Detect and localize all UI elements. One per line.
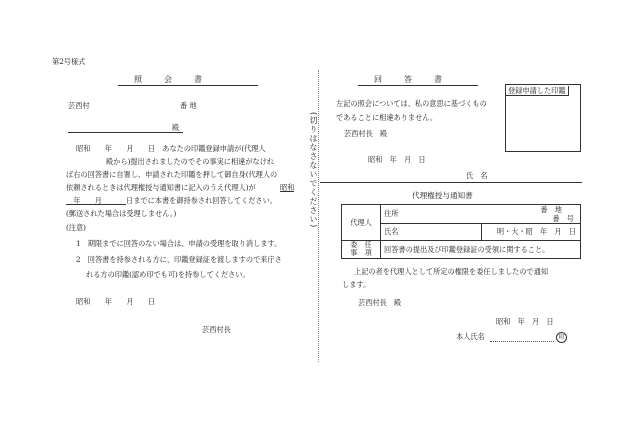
proxy-name-cell [381, 224, 581, 241]
inquiry-honorific: 殿 [172, 123, 180, 132]
cut-separator-line [318, 70, 319, 362]
seal-stamp-icon: 印 [556, 332, 567, 343]
proxy-title: 代理権授与通知書 [412, 191, 473, 200]
inquiry-body-line-5-date: 年 月 [66, 197, 126, 205]
cut-instruction: (切りはなさないでください) [309, 112, 318, 229]
inquiry-town: 芸西村 [68, 101, 90, 110]
proxy-mandate-label-cell [342, 241, 381, 259]
inquiry-body-line-4-era: 昭和 [280, 183, 295, 192]
proxy-date: 昭和 年 月 日 [496, 317, 554, 326]
proxy-address-suffix-bottom: 番 号 [552, 214, 574, 223]
inquiry-note-2a: 2 回答書を持参される方に、印鑑登録証を渡しますので来庁さ [76, 255, 282, 264]
inquiry-body-line-6: (郵送された場合は受理しません。) [66, 209, 177, 218]
inquiry-addressee-line [68, 132, 183, 133]
proxy-name-label: 氏名 [384, 227, 399, 237]
proxy-address-suffix-top: 番 地 [540, 205, 562, 214]
proxy-statement-line-1: 上記の者を代理人として所定の権限を委任しましたので通知 [354, 267, 549, 276]
reply-title-underline [358, 85, 478, 86]
proxy-mandate-text: 回答書の提出及び印鑑登録証の受領に関すること。 [381, 241, 581, 259]
reply-name-label: 氏 名 [466, 171, 488, 180]
proxy-birthdate: 明・大・昭 年 月 日 [496, 227, 576, 236]
proxy-mandate-label-bottom: 事 項 [350, 248, 372, 258]
reply-date: 昭和 年 月 日 [368, 155, 426, 164]
inquiry-title: 照会書 [134, 75, 224, 84]
proxy-agent-label: 代理人 [342, 205, 381, 241]
proxy-address-cell [381, 205, 581, 224]
inquiry-note-1: 1 期限までに回答のない場合は、申請の受理を取り消します。 [76, 239, 282, 248]
reply-name-line [320, 182, 582, 183]
proxy-principal-label: 本人氏名 [456, 332, 485, 341]
inquiry-body-line-5: 日までに本書を御持参され回答してください。 [126, 196, 277, 205]
proxy-table [341, 204, 581, 259]
proxy-addressee: 芸西村長 殿 [358, 298, 402, 307]
reply-addressee: 芸西村長 殿 [344, 129, 388, 138]
inquiry-address-label: 番 地 [180, 101, 197, 110]
inquiry-issuer: 芸西村長 [202, 325, 231, 334]
reply-text-line-1: 左記の照会については、私の意思に基づくもの [336, 99, 487, 108]
inquiry-body-line-4: 依頼されるときは代理権授与通知書に記入のうえ代理人)が [66, 183, 256, 192]
proxy-seal-mark [556, 332, 567, 343]
inquiry-body-line-1: 昭和 年 月 日 あなたの印鑑登録申請が(代理人 [76, 144, 266, 153]
inquiry-body-line-2: 殿から)提出されましたのでその事実に相違がなけれ [106, 157, 275, 166]
proxy-address-label: 住所 [384, 209, 399, 219]
registered-seal-label: 登録申請した印鑑 [506, 86, 569, 96]
inquiry-note-2b: れる方の印鑑(認め印でも可)を持参してください。 [86, 270, 250, 279]
inquiry-date: 昭和 年 月 日 [76, 297, 156, 306]
proxy-statement-line-2: します。 [342, 280, 371, 289]
inquiry-title-underline [118, 85, 258, 86]
proxy-principal-line [490, 341, 554, 342]
inquiry-notes-label: (注意) [66, 223, 86, 232]
reply-title: 回答書 [374, 75, 464, 84]
reply-text-line-2: であることに相違ありません。 [336, 113, 438, 122]
inquiry-body-line-3: ば右の回答書に自署し、申請された印鑑を押して御自身(代理人の [66, 170, 278, 179]
proxy-mandate-label-top: 委 任 [350, 240, 372, 249]
form-number-label: 第2号様式 [52, 57, 86, 66]
